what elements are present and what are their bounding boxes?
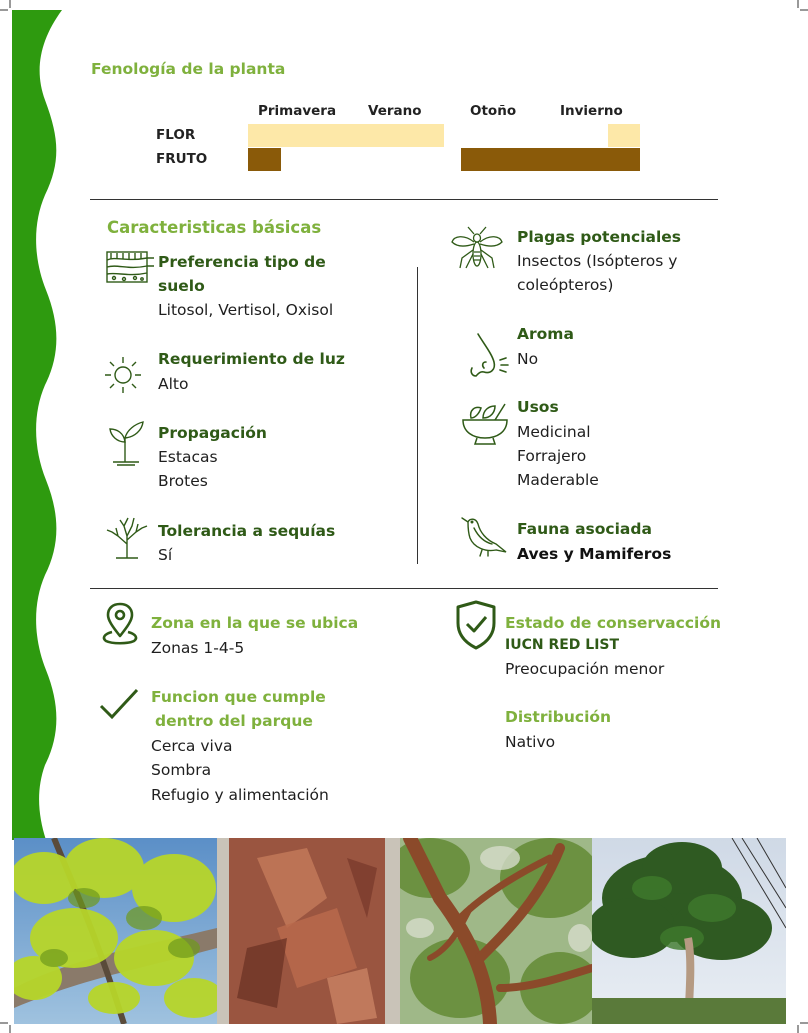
season-verano: Verano	[368, 103, 422, 119]
function-value-1: Cerca viva	[151, 737, 233, 755]
basic-characteristics-title: Caracteristicas básicas	[107, 218, 322, 237]
nose-icon	[466, 332, 510, 380]
pests-value-1: Insectos (Isópteros y	[517, 252, 678, 270]
light-value: Alto	[158, 375, 189, 393]
row-label-flor: FLOR	[156, 127, 196, 143]
mortar-pestle-icon	[461, 400, 509, 446]
row-label-fruto: FRUTO	[156, 151, 208, 167]
pests-value-2: coleópteros)	[517, 276, 614, 294]
pests-title: Plagas potenciales	[517, 228, 682, 246]
conservation-value: Preocupación menor	[505, 660, 665, 678]
zone-value: Zonas 1-4-5	[151, 639, 245, 657]
propagation-value-1: Estacas	[158, 448, 218, 466]
uses-value-1: Medicinal	[517, 423, 591, 441]
sprout-icon	[105, 420, 147, 466]
function-title-line2: dentro del parque	[155, 712, 313, 730]
season-invierno: Invierno	[560, 103, 623, 119]
aroma-title: Aroma	[517, 325, 574, 343]
distribution-value: Nativo	[505, 733, 556, 751]
bare-tree-icon	[104, 514, 150, 560]
green-wave-band	[0, 10, 70, 840]
checkmark-icon	[98, 686, 140, 722]
fauna-title: Fauna asociada	[517, 520, 652, 538]
uses-value-3: Maderable	[517, 471, 599, 489]
location-pin-icon	[100, 602, 140, 646]
conservation-title: Estado de conservacción	[505, 614, 722, 632]
fauna-value: Aves y Mamiferos	[517, 545, 672, 563]
light-title: Requerimiento de luz	[158, 350, 345, 368]
function-value-2: Sombra	[151, 761, 212, 779]
soil-title-line2: suelo	[158, 277, 205, 295]
flor-bar-spring-summer	[248, 124, 444, 147]
season-primavera: Primavera	[258, 103, 337, 119]
flor-bar-winter	[608, 124, 640, 147]
bird-icon	[460, 514, 508, 558]
insect-icon	[450, 224, 504, 272]
shield-check-icon	[454, 599, 498, 651]
soil-title-line1: Preferencia tipo de	[158, 253, 326, 271]
soil-layers-icon	[106, 250, 156, 284]
sun-icon	[103, 355, 143, 395]
photo-tree-canopy	[592, 838, 786, 1024]
drought-value: Sí	[158, 546, 173, 564]
uses-title: Usos	[517, 398, 559, 416]
propagation-title: Propagación	[158, 424, 267, 442]
propagation-value-2: Brotes	[158, 472, 208, 490]
fruto-bar-spring	[248, 148, 281, 171]
zone-title: Zona en la que se ubica	[151, 614, 359, 632]
soil-value: Litosol, Vertisol, Oxisol	[158, 301, 334, 319]
divider-middle	[90, 588, 718, 589]
uses-value-2: Forrajero	[517, 447, 587, 465]
function-value-3: Refugio y alimentación	[151, 786, 329, 804]
season-otono: Otoño	[470, 103, 517, 119]
column-divider	[417, 267, 418, 564]
phenology-title: Fenología de la planta	[91, 60, 286, 78]
aroma-value: No	[517, 350, 539, 368]
distribution-title: Distribución	[505, 708, 612, 726]
function-title-line1: Funcion que cumple	[151, 688, 326, 706]
photo-bark	[217, 838, 400, 1024]
photo-leaves	[14, 838, 217, 1024]
drought-title: Tolerancia a sequías	[158, 522, 336, 540]
photo-branches	[400, 838, 592, 1024]
conservation-subtitle: IUCN RED LIST	[505, 637, 620, 653]
divider-top	[90, 199, 718, 200]
fruto-bar-autumn-winter	[461, 148, 640, 171]
